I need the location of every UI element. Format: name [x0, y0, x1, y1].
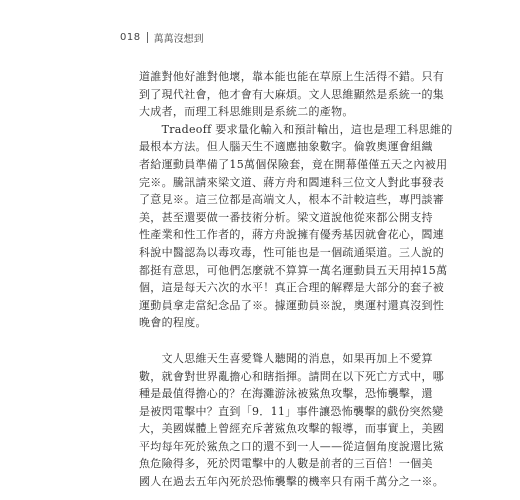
text-line: 平均每年死於鯊魚之口的還不到一人——從這個角度說還比鯊 — [139, 439, 445, 453]
text-line: 科說中醫認為以毒攻毒，性可能也是一個疏通渠道。三人說的 — [139, 245, 445, 259]
text-line: 到了現代社會，他才會有大麻煩。文人思維顯然是系統一的集 — [139, 87, 445, 101]
text-line: 運動員拿走當紀念品了※。據運動員※說，奧運村還真沒到性 — [139, 298, 445, 312]
text-line: 晚會的程度。 — [139, 316, 207, 330]
text-line: 道誰對他好誰對他壞，靠本能也能在草原上生活得不錯。只有 — [139, 70, 445, 83]
paragraph-2 — [139, 121, 453, 332]
header-divider — [147, 32, 148, 43]
text-line: 大成者，而理工科思維則是系統二的產物。 — [139, 105, 354, 119]
text-line: 個，這是每天六次的水平！真正合理的解釋是大部分的套子被 — [139, 281, 445, 295]
text-line: 數，就會對世界亂擔心和瞎指揮。請問在以下死亡方式中，哪 — [139, 369, 445, 383]
text-line: 性產業和性工作者的，蔣方舟說擁有優秀基因就會花心，閻連 — [139, 228, 445, 242]
text-line: 大，美國媒體上曾經充斥著鯊魚攻擊的報導，而事實上，美國 — [139, 422, 445, 436]
text-line: 魚危險得多，死於閃電擊中的人數是前者的三百倍！一個美 — [139, 457, 433, 471]
paragraph-spacer — [139, 332, 391, 350]
text-line: 文人思維天生喜愛聳人聽聞的消息，如果再加上不愛算 — [139, 351, 433, 365]
text-line: 是被閃電擊中？直到「9．11」事件讓恐怖襲擊的戲份突然變 — [139, 404, 444, 418]
running-header — [120, 30, 204, 45]
text-line: 了意見※。這三位都是高端文人，根本不計較這些，專門談審 — [139, 193, 445, 207]
text-line: Tradeoff 要求量化輸入和預計輸出，這也是理工科思維的 — [139, 122, 453, 136]
text-line: 都挺有意思，可他們怎麼就不算算一萬名運動員五天用掉15萬 — [139, 263, 448, 277]
paragraph-1 — [139, 68, 445, 121]
page-number: 018 — [120, 32, 141, 43]
text-line: 完※。騰訊請來梁文道、蔣方舟和閻連科三位文人對此事發表 — [139, 175, 445, 189]
text-line: 最根本方法。但人腦天生不適應抽象數字。倫敦奧運會組織 — [139, 140, 433, 154]
text-line: 種是最值得擔心的？在海灘游泳被鯊魚攻擊，恐怖襲擊，還 — [139, 387, 433, 401]
text-line: 美，甚至還要做一番技術分析。梁文道說他從來都公開支持 — [139, 210, 433, 224]
body-text — [139, 68, 453, 491]
text-line: 國人在過去五年內死於恐怖襲擊的機率只有兩千萬分之一※。 — [139, 475, 445, 489]
paragraph-3 — [139, 350, 445, 491]
text-line: 者給運動員準備了15萬個保險套，竟在開幕僅僅五天之內被用 — [139, 157, 448, 171]
book-title: 萬萬沒想到 — [153, 34, 204, 45]
